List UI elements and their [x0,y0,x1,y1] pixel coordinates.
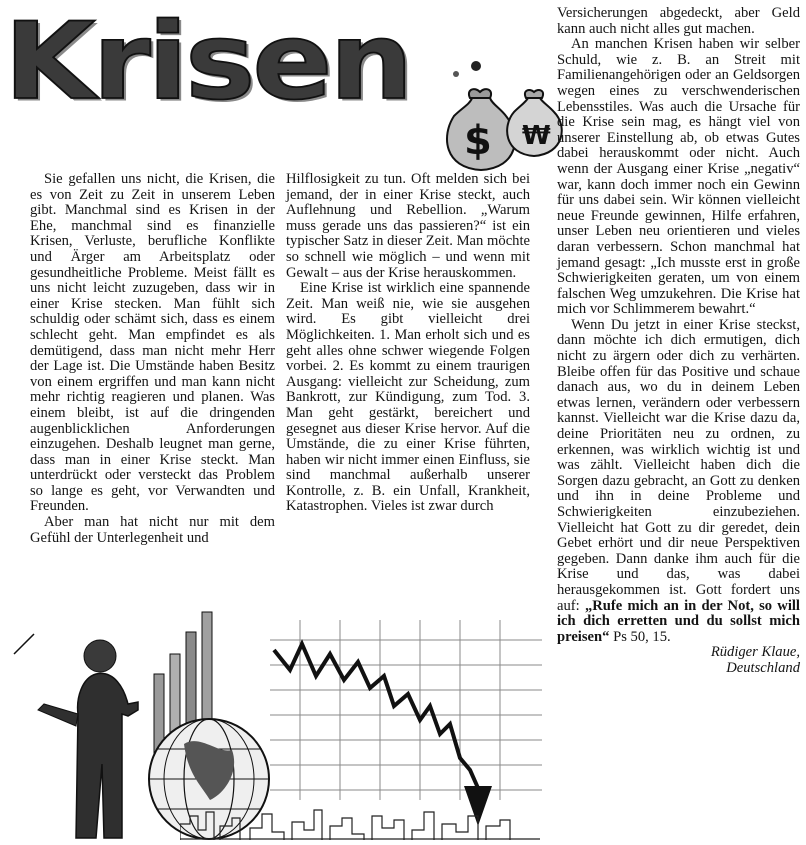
bible-reference: Ps 50, 15. [613,628,671,645]
text-column-1 [30,172,275,546]
paragraph [557,318,800,645]
author-country: Deutschland [726,659,800,676]
headline: Krisen [4,0,411,124]
paragraph: Versicherungen abgedeckt, aber Geld kann auch nicht alles gut machen. [557,5,800,37]
text-column-2 [286,172,530,515]
paragraph: Sie gefallen uns nicht, die Krisen, die es von Zeit zu Zeit in unserem Leben gibt. Manchmal sind es Krisen in der Ehe, manchmal sind es finanzielle Krisen, Verluste, berufliche Konflikte und Ärger am Arbeitsplatz oder gesundheitliche Probleme. Meist fällt es uns nicht leicht zuzugeben, dass wir in einer Krise stecken. Man fühlt sich schuldig oder schämt sich, dass es einem schlecht geht. Man empfindet es als demütigend, dass man nicht mehr Herr der Lage ist. Die Umstände haben Besitz von einem ergriffen und man kann nicht mehr richtig reagieren und planen. Was einem bleibt, ist auf die dringenden augenblicklichen Anforderungen einzugehen. Deshalb leugnet man gerne, dass man in einer Krise steckt. Man unterdrückt oder versteckt das Problem so lange es geht, vor Verwandten und Freunden. [30,171,275,515]
paragraph: An manchen Krisen haben wir selber Schuld, wie z. B. an Streit mit Familienangehörigen oder an Geldsorgen wegen eines zu verschwenderischen Lebensstiles. Was auch die Ursache für die Krise sein mag, es hängt viel von unserer Einstellung ab, ob etwas Gutes dabei herauskommt oder nicht. Auch wenn der Ausgang einer Krise „negativ“ war, kann doch immer noch ein Gewinn für uns dabei sein. Wir können vielleicht neue Freunde gewinnen, Hilfe erfahren, unser Leben neu orientieren und vieles daran verbessern. Schon manchmal hat jemand gesagt: „Ich musste erst in große Schwierigkeiten geraten, um von einem falschen Weg umzukehren. Die Krise hat mich vor Schlimmerem bewahrt.“ [557,36,800,318]
bible-quote: „Rufe mich an in der Not, so will ich dich erretten und du sollst mich preisen“ [557,597,800,645]
paragraph-text: Wenn Du jetzt in einer Krise steckst, dann möchte ich dich ermutigen, dich nicht zu ärgern oder dich zu verhärten. Bleibe offen für das Positive und schaue danach aus, wo du in deinem Leben etwas lernen, verändern oder verbessern kannst. Vielleicht war die Krise dazu da, deine Prioritäten neu zu ordnen, zu erkennen, was wirklich wichtig ist und was zählt. Vielleicht haben dich die Sorgen dazu gebracht, an Gott zu denken und ihn in deine Probleme und Schwierigkeiten einzubeziehen. Vielleicht hat Gott zu dir geredet, dein Gebet erhört und dir neue Perspektiven gegeben. Dann danke ihm auch für die Krise und das, was dabei herausgekommen ist. Gott fordert uns auf: [557,316,800,614]
svg-text:$: $ [464,118,492,164]
paragraph: Eine Krise ist wirklich eine spannende Zeit. Man weiß nie, wie sie ausgehen wird. Es gibt vielleicht drei Möglichkeiten. 1. Man erholt sich und es geht alles ohne schwer wiegende Folgen vorbei. 2. Es kommt zu einem traurigen Ausgang: vielleicht zur Scheidung, zum Bankrott, zur Kündigung, zum Tod. 3. Man geht gestärkt, bereichert und gesegnet aus dieser Krise hervor. Auf die Umstände, die zu einer Krise führten, haben wir nicht immer einen Einfluss, sie sind manchmal außerhalb unserer Kontrolle, z. B. ein Unfall, Krankheit, Katastrophen. Vieles ist zwar durch [286,280,530,515]
paragraph: Aber man hat nicht nur mit dem Gefühl der Unterlegenheit und [30,514,275,546]
paragraph: Hilflosigkeit zu tun. Oft melden sich bei jemand, der in einer Krise steckt, auch Auflehnung und Rebellion. „Warum muss gerade uns das passieren?“ ist ein typischer Satz in dieser Zeit. Man möchte so schnell wie möglich – und wenn mit Gewalt – aus der Krise herauskommen. [286,171,530,281]
svg-text:₩: ₩ [522,121,551,151]
city-skyline-icon [180,806,540,840]
money-bags-icon [436,56,576,176]
author-name: Rüdiger Klaue, [710,644,800,661]
text-column-3 [557,6,800,677]
